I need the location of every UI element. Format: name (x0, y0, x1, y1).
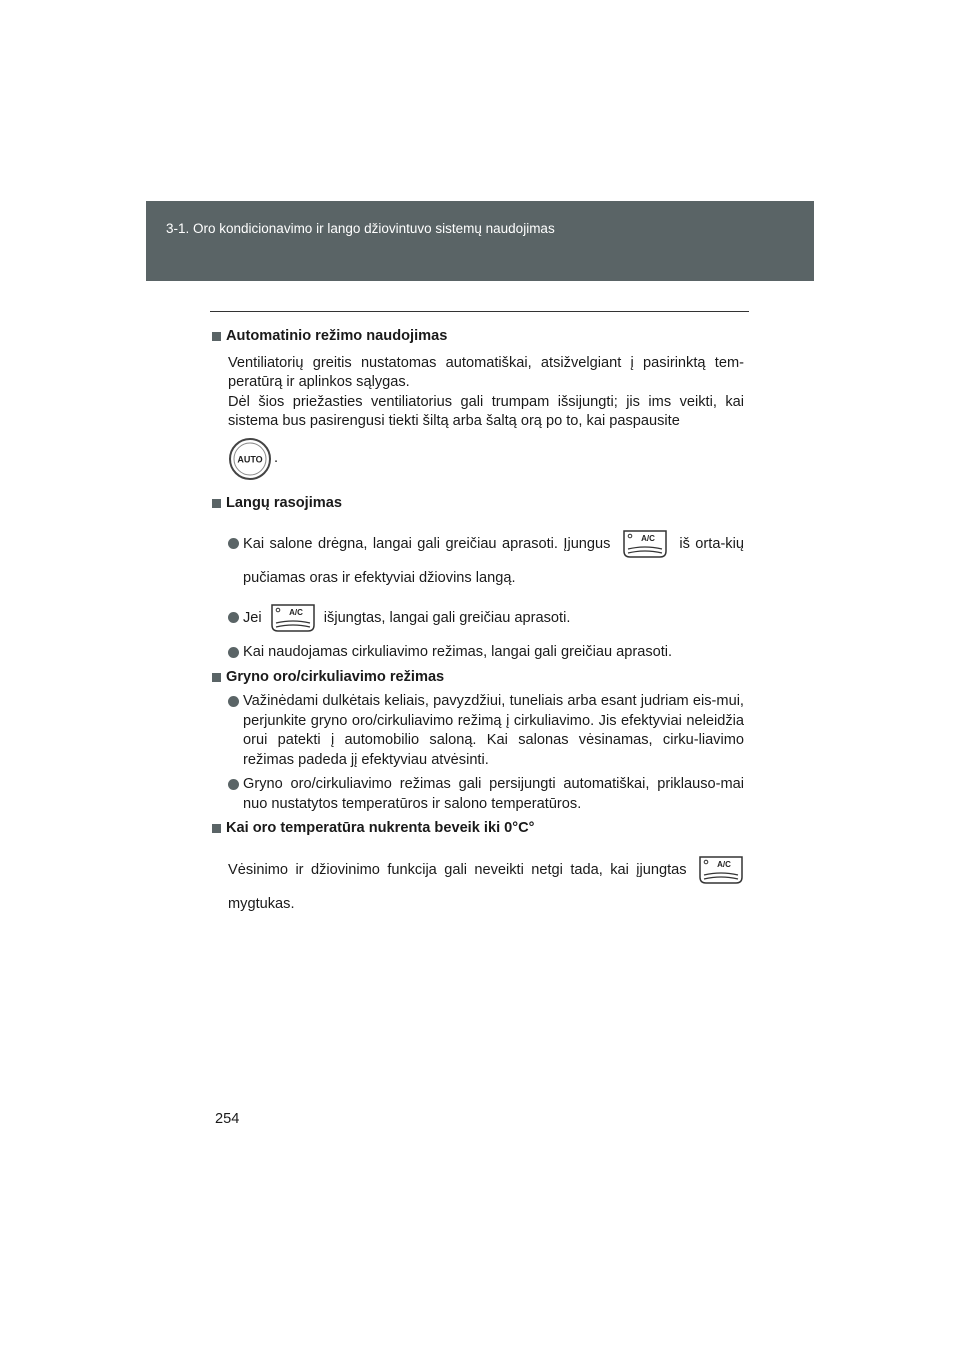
section-title: Kai oro temperatūra nukrenta beveik iki 0°C° (212, 819, 744, 839)
square-bullet-icon (212, 673, 221, 682)
ac-icon-label: A/C (641, 534, 655, 544)
section-title: Automatinio režimo naudojimas (212, 327, 744, 347)
auto-button-line: AUTO . (228, 436, 744, 482)
auto-icon-label: AUTO (237, 454, 263, 464)
list-item: Gryno oro/cirkuliavimo režimas gali persijungti automatiškai, priklauso-mai nuo nustatytos temperatūros ir salono temperatūros. (228, 775, 744, 814)
square-bullet-icon (212, 332, 221, 341)
paragraph: Vėsinimo ir džiovinimo funkcija gali neveikti netgi tada, kai įjungtas A/C mygtukas. (228, 853, 744, 921)
bullet-dot-icon (228, 538, 239, 549)
section-fogging (212, 494, 744, 663)
page-content (212, 327, 744, 921)
list-item: Kai salone drėgna, langai gali greičiau aprasoti. Įjungus A/C iš orta-kių pučiamas oras ir efektyviai džiovins langą. (228, 527, 744, 595)
ac-button-icon (270, 603, 316, 633)
paragraph: Dėl šios priežasties ventiliatorius gali trumpam išsijungti; jis ims veikti, kai sistema bus pasirengusi tiekti šiltą arba šaltą orą po to, kai paspausite (228, 393, 744, 429)
bullet-dot-icon (228, 647, 239, 658)
section-title: Langų rasojimas (212, 494, 744, 514)
chapter-title: 3-1. Oro kondicionavimo ir lango džiovintuvo sistemų naudojimas (166, 221, 555, 236)
section-auto-mode (212, 327, 744, 482)
square-bullet-icon (212, 824, 221, 833)
section-title: Gryno oro/cirkuliavimo režimas (212, 668, 744, 688)
bullet-dot-icon (228, 612, 239, 623)
ac-button-icon (622, 529, 668, 559)
ac-icon-label: A/C (717, 859, 731, 869)
square-bullet-icon (212, 499, 221, 508)
section-recirculation (212, 668, 744, 815)
header-rule (210, 311, 749, 312)
chapter-header (146, 201, 814, 281)
ac-button-icon (698, 855, 744, 885)
page-number: 254 (215, 1111, 240, 1127)
paragraph: Ventiliatorių greitis nustatomas automatiškai, atsižvelgiant į pasirinktą tem-peratūrą ir aplinkos sąlygas. (228, 354, 744, 390)
list-item: Kai naudojamas cirkuliavimo režimas, langai gali greičiau aprasoti. (228, 643, 744, 663)
list-item: Jei A/C išjungtas, langai gali greičiau aprasoti. (228, 601, 744, 635)
section-cold-temperature (212, 819, 744, 921)
ac-icon-label: A/C (288, 608, 303, 618)
auto-button-icon (228, 437, 272, 481)
list-item: Važinėdami dulkėtais keliais, pavyzdžiui, tuneliais arba esant judriam eis-mui, perjunkite gryno oro/cirkuliavimo režimą į cirkuliavimo. Jis efektyviai neleidžia orui patekti į automobilio saloną. Kai salonas vėsinamas, cirku-liavimo režimas padeda jį efektyviau atvėsinti. (228, 692, 744, 770)
bullet-dot-icon (228, 779, 239, 790)
bullet-dot-icon (228, 696, 239, 707)
